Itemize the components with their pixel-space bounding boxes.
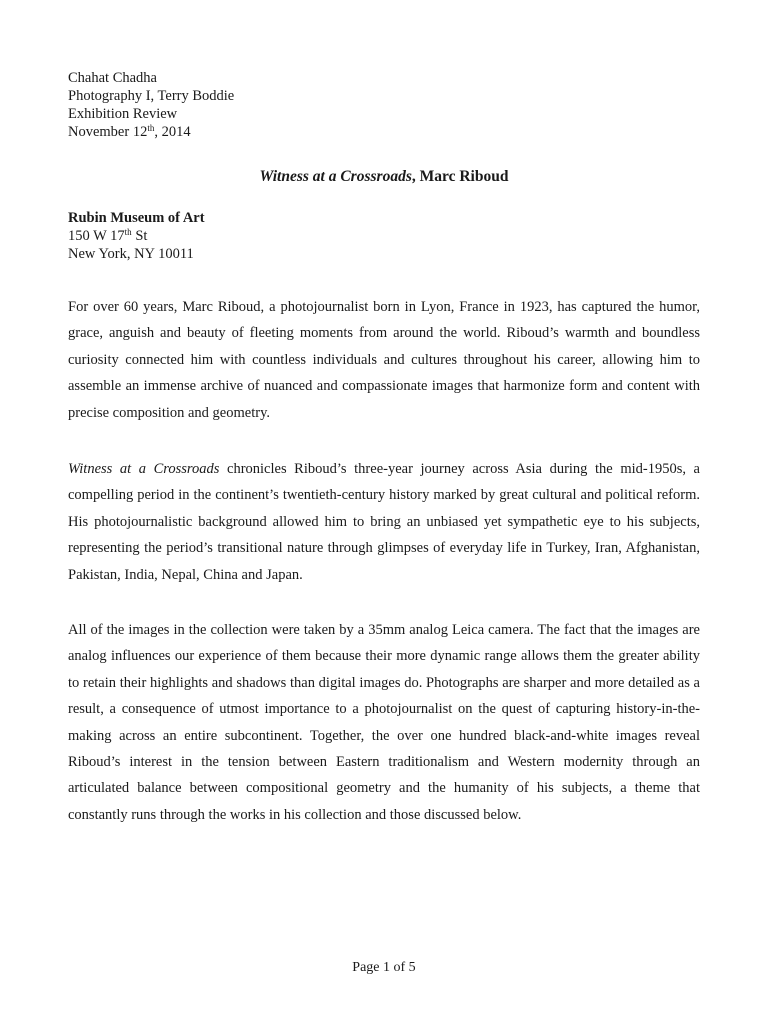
venue-street-suffix: th [124, 227, 132, 237]
paragraph-1 [68, 294, 700, 426]
paragraph-2 [68, 456, 700, 588]
exhibition-title: Witness at a Crossroads [259, 168, 412, 185]
venue-street-number: 150 W 17 [68, 228, 125, 244]
date-year: , 2014 [154, 124, 191, 140]
document-header [68, 69, 234, 141]
author-name: Chahat Chadha [68, 70, 157, 86]
venue-street [68, 227, 205, 245]
assignment-type: Exhibition Review [68, 106, 178, 122]
artist-name: , Marc Riboud [411, 168, 509, 185]
document-title [0, 167, 768, 187]
paragraph-1-text: For over 60 years, Marc Riboud, a photojournalist born in Lyon, France in 1923, has captured the humor, grace, anguish and beauty of fleeting moments from around the world. Riboud’s warmth and boundless curiosity connected him with countless individuals and cultures throughout his career, allowing him to assemble an immense archive of nuanced and compassionate images that harmonize form and content with precise composition and geometry. [68, 299, 700, 421]
paragraph-2-body: chronicles Riboud’s three-year journey across Asia during the mid-1950s, a compelling period in the continent’s twentieth-century history marked by great cultural and political reform. His photojournalistic background allowed him to bring an unbiased yet sympathetic eye to his subjects, representing the period’s transitional nature through glimpses of everyday life in Turkey, Iran, Afghanistan, Pakistan, India, Nepal, China and Japan. [68, 461, 700, 583]
course-line: Photography I, Terry Boddie [68, 88, 235, 104]
date-month-day: November 12 [68, 124, 148, 140]
paragraph-2-title: Witness at a Crossroads [68, 461, 220, 477]
paragraph-3-text: All of the images in the collection were taken by a 35mm analog Leica camera. The fact that the images are analog influences our experience of them because their more dynamic range allows them the greater ability to retain their highlights and shadows than digital images do. Photographs are sharper and more detailed as a result, a consequence of utmost importance to a photojournalist on the quest of capturing history-in-the-making across an entire subcontinent. Together, the over one hundred black-and-white images reveal Riboud’s interest in the tension between Eastern traditionalism and Western modernity through an articulated balance between compositional geometry and the humanity of his subjects, a theme that constantly runs through the works in his collection and those discussed below. [68, 622, 700, 823]
venue-street-type: St [131, 228, 148, 244]
page-number: Page 1 of 5 [352, 960, 416, 975]
venue-city: New York, NY 10011 [68, 246, 194, 262]
venue-name: Rubin Museum of Art [68, 210, 205, 226]
paragraph-3 [68, 617, 700, 828]
paragraph-2-text [68, 456, 700, 588]
date-line [68, 123, 234, 141]
venue-block [68, 209, 205, 263]
date-ordinal-suffix: th [147, 123, 155, 133]
